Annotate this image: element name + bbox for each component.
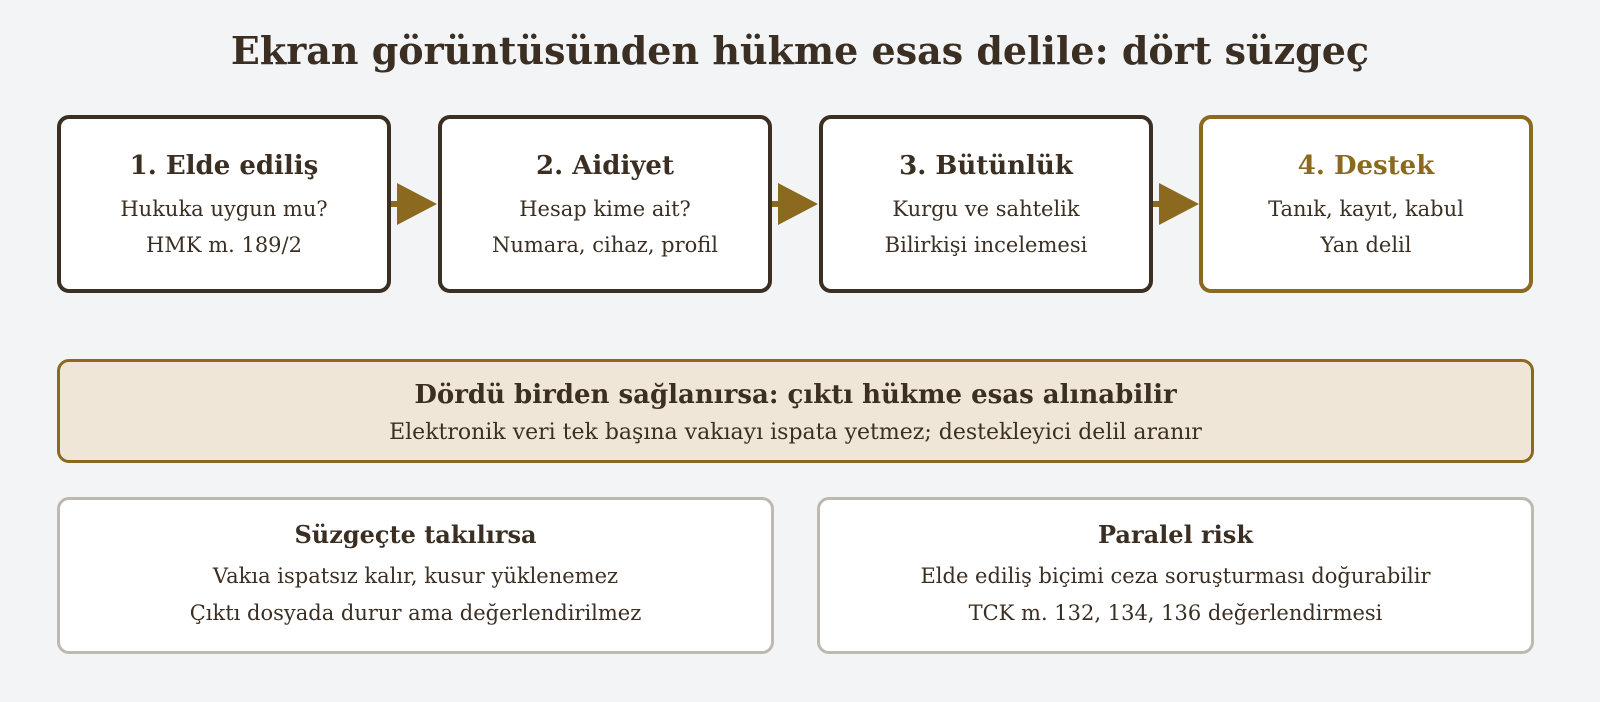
summary-text: Elektronik veri tek başına vakıayı ispata yetmez; destekleyici delil aranır — [389, 420, 1202, 445]
page-title: Ekran görüntüsünden hükme esas delile: dört süzgeç — [230, 28, 1370, 73]
summary-heading: Dördü birden sağlanırsa: çıktı hükme esas alınabilir — [414, 380, 1177, 410]
step-1-line-1: Hukuka uygun mu? — [120, 197, 328, 221]
step-2-box — [438, 115, 772, 293]
step-2-heading: 2. Aidiyet — [536, 151, 674, 181]
step-2-line-2: Numara, cihaz, profil — [491, 233, 719, 257]
failure-card — [57, 497, 774, 654]
failure-card-line-1: Vakıa ispatsız kalır, kusur yüklenemez — [212, 564, 619, 588]
step-4-line-2: Yan delil — [1320, 233, 1412, 257]
failure-card-heading: Süzgeçte takılırsa — [294, 520, 537, 549]
risk-card-line-2: TCK m. 132, 134, 136 değerlendirmesi — [968, 601, 1383, 625]
step-2-line-1: Hesap kime ait? — [519, 197, 691, 221]
step-1-line-2: HMK m. 189/2 — [146, 233, 302, 257]
step-3-line-1: Kurgu ve sahtelik — [892, 197, 1080, 221]
risk-card — [817, 497, 1534, 654]
arrow-1-icon — [391, 180, 439, 228]
risk-card-line-1: Elde ediliş biçimi ceza soruşturması doğurabilir — [920, 564, 1431, 588]
step-1-heading: 1. Elde ediliş — [129, 151, 319, 181]
summary-box — [57, 359, 1534, 463]
step-3-heading: 3. Bütünlük — [899, 151, 1073, 181]
risk-card-heading: Paralel risk — [1098, 520, 1253, 549]
step-4-heading: 4. Destek — [1297, 151, 1435, 181]
arrow-3-icon — [1153, 180, 1201, 228]
arrow-2-icon — [772, 180, 820, 228]
step-4-line-1: Tanık, kayıt, kabul — [1268, 197, 1464, 221]
step-1-box — [57, 115, 391, 293]
step-3-box — [819, 115, 1153, 293]
step-3-line-2: Bilirkişi incelemesi — [884, 233, 1088, 257]
failure-card-line-2: Çıktı dosyada durur ama değerlendirilmez — [189, 601, 642, 625]
step-4-box — [1199, 115, 1533, 293]
